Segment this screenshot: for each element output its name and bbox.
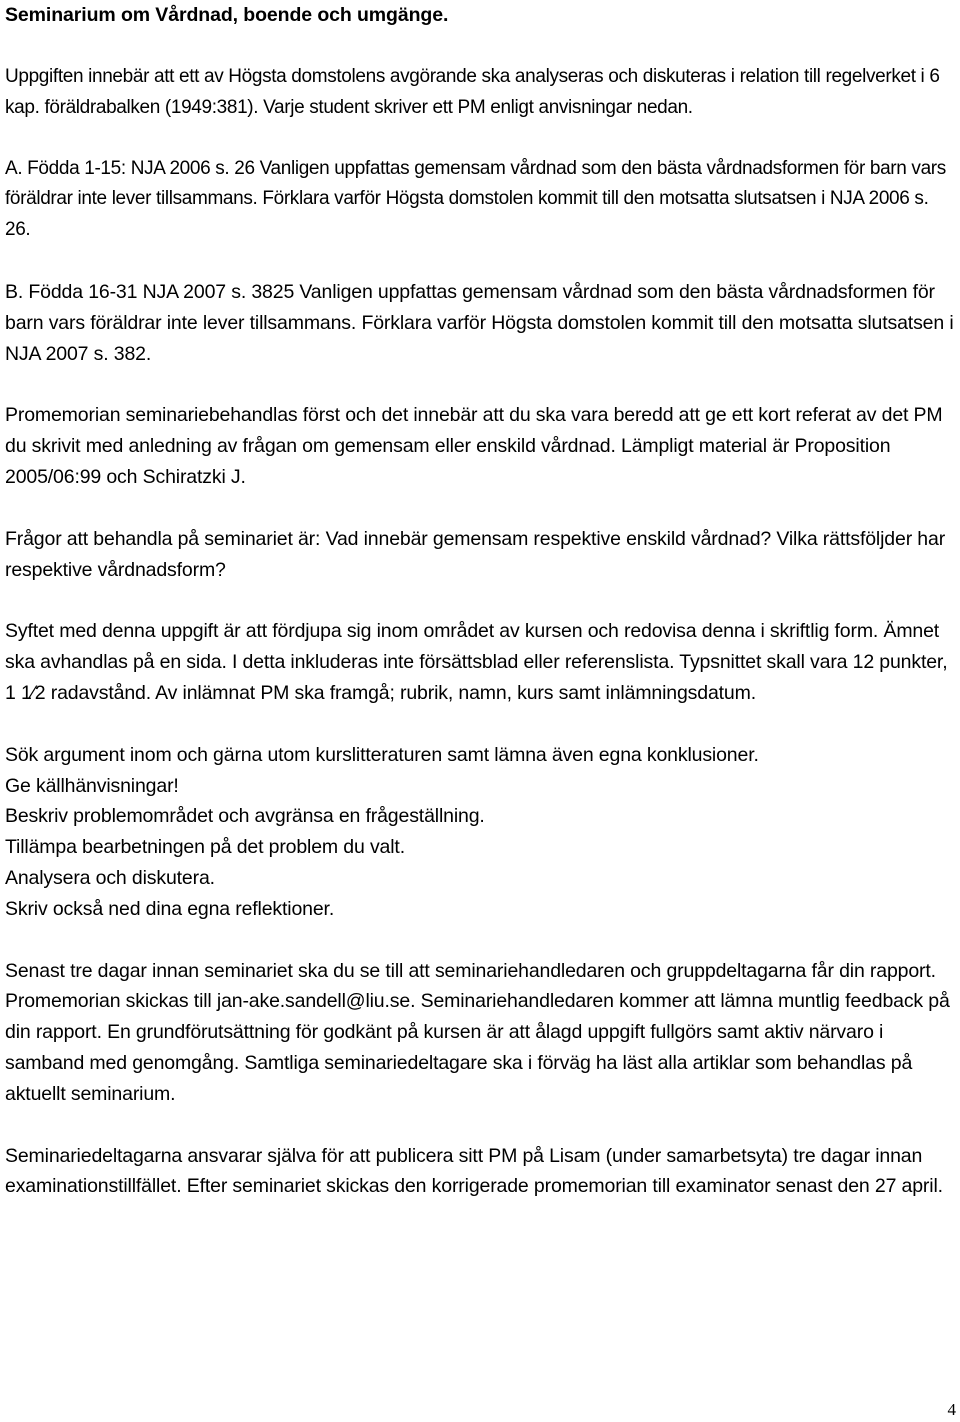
deadline-paragraph: Senast tre dagar innan seminariet ska du se till att seminariehandledaren och gruppdeltagarna får din rapport. Promemorian skickas till jan-ake.sandell@liu.se. Seminariehandledaren kommer att lämna muntlig feedback på din rapport. En grundförutsättning för godkänt på kursen är att ålagd uppgift fullgörs samt aktiv närvaro i samband med genomgång. Samtliga seminariedeltagare ska i förväg ha läst alla artiklar som behandlas på aktuellt seminarium. [5,959,950,1105]
spacer [5,925,955,956]
instructions-list [5,740,955,925]
instruction-line: Tillämpa bearbetningen på det problem du valt. [5,836,405,859]
instruction-line: Skriv också ned dina egna reflektioner. [5,897,335,920]
instruction-line: Beskriv problemområdet och avgränsa en frågeställning. [5,805,485,828]
section-a-paragraph: A. Födda 1-15: NJA 2006 s. 26 Vanligen uppfattas gemensam vårdnad som den bästa vårdnadsformen för barn vars föräldrar inte lever tillsammans. Förklara varför Högsta domstolen kommit till den motsatta slutsatsen i NJA 2006 s. 26. [5,157,946,241]
document-title: Seminarium om Vårdnad, boende och umgänge. [5,4,449,26]
instruction-line: Ge källhänvisningar! [5,774,179,797]
spacer [5,369,955,400]
spacer [5,246,955,277]
spacer [5,124,955,154]
spacer [5,493,955,524]
purpose-paragraph: Syftet med denna uppgift är att fördjupa sig inom området av kursen och redovisa denna i skriftlig form. Ämnet ska avhandlas på en sida. I detta inkluderas inte försättsblad eller referenslista. Typsnittet skall vara 12 punkter, 1 1⁄2 radavstånd. Av inlämnat PM ska framgå; rubrik, namn, kurs samt inlämningsdatum. [5,620,948,704]
publishing-paragraph: Seminariedeltagarna ansvarar själva för att publicera sitt PM på Lisam (under samarbetsyta) tre dagar innan examinationstillfället. Efter seminariet skickas den korrigerade promemorian till examinator senast den 27 april. [5,1144,943,1198]
questions-paragraph: Frågor att behandla på seminariet är: Vad innebär gemensam respektive enskild vårdnad? Vilka rättsföljder har respektive vårdnadsform? [5,527,946,581]
spacer [5,1110,955,1141]
instruction-line: Analysera och diskutera. [5,866,215,889]
document-page [5,0,955,1202]
spacer [5,585,955,616]
spacer [5,709,955,740]
section-b-paragraph: B. Födda 16-31 NJA 2007 s. 3825 Vanligen uppfattas gemensam vårdnad som den bästa vårdnadsformen för barn vars föräldrar inte lever tillsammans. Förklara varför Högsta domstolen kommit till den motsatta slutsatsen i NJA 2007 s. 382. [5,280,954,365]
spacer [5,26,955,62]
intro-paragraph: Uppgiften innebär att ett av Högsta domstolens avgörande ska analyseras och diskuteras i relation till regelverket i 6 kap. föräldrabalken (1949:381). Varje student skriver ett PM enligt anvisningar nedan. [5,66,940,118]
promemoria-paragraph: Promemorian seminariebehandlas först och det innebär att du ska vara beredd att ge ett kort referat av det PM du skrivit med anledning av frågan om gemensam eller enskild vårdnad. Lämpligt material är Proposition 2005/06:99 och Schiratzki J. [5,404,943,488]
page-number: 4 [947,1400,956,1419]
instruction-line: Sök argument inom och gärna utom kurslitteraturen samt lämna även egna konklusioner. [5,743,759,766]
